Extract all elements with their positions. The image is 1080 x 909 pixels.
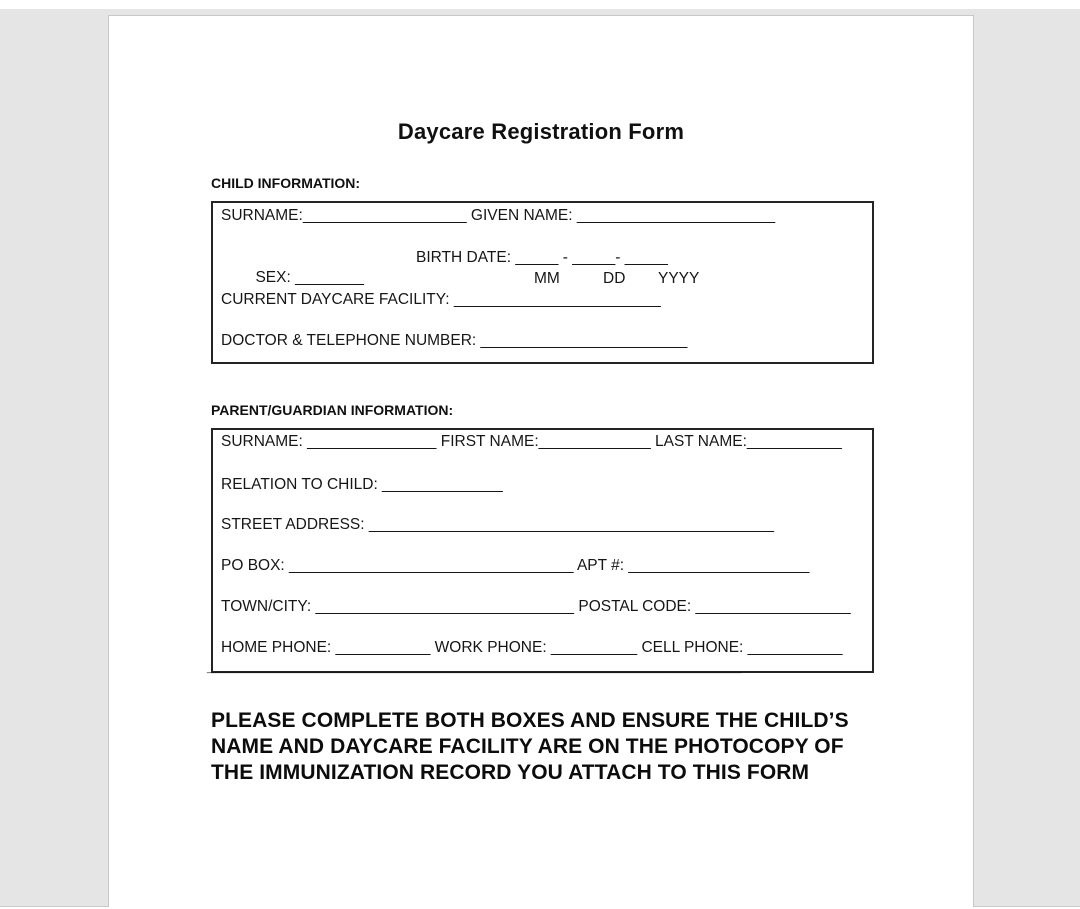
notice-line-1: PLEASE COMPLETE BOTH BOXES AND ENSURE THE CHILD’S (211, 709, 849, 732)
parent-info-box (207, 428, 874, 675)
field-phones: HOME PHONE: ___________ WORK PHONE: __________ CELL PHONE: ___________ (221, 639, 843, 656)
field-doctor-telephone: DOCTOR & TELEPHONE NUMBER: ________________________ (221, 332, 688, 349)
field-parent-name: SURNAME: _______________ FIRST NAME:_____________ LAST NAME:___________ (221, 433, 842, 450)
field-child-surname-given-name: SURNAME:___________________ GIVEN NAME: _______________________ (221, 207, 776, 224)
child-info-box (211, 201, 874, 364)
child-section-heading: CHILD INFORMATION: (211, 175, 361, 191)
label-mm: MM (534, 270, 560, 287)
completion-notice (211, 708, 911, 786)
field-sex: SEX: ________ (255, 269, 365, 286)
field-birth-date: BIRTH DATE: _____ - _____- _____ (416, 249, 668, 266)
parent-section-heading: PARENT/GUARDIAN INFORMATION: (211, 402, 454, 418)
field-pobox-apt: PO BOX: _________________________________ APT #: _____________________ (221, 557, 810, 574)
label-dd: DD (603, 270, 626, 287)
form-title: Daycare Registration Form (397, 119, 685, 144)
document-page (108, 15, 974, 907)
label-yyyy: YYYY (658, 270, 700, 287)
continuation-blank-line: ______________________________________________________________ (207, 658, 742, 675)
field-street-address: STREET ADDRESS: _______________________________________________ (221, 516, 775, 533)
row-date-format-hint (221, 269, 868, 369)
notice-line-2: NAME AND DAYCARE FACILITY ARE ON THE PHOTOCOPY OF (211, 735, 844, 758)
field-current-daycare-facility: CURRENT DAYCARE FACILITY: ________________________ (221, 291, 661, 308)
field-relation-to-child: RELATION TO CHILD: ______________ (221, 476, 503, 493)
notice-line-3: THE IMMUNIZATION RECORD YOU ATTACH TO THIS FORM (211, 761, 810, 784)
field-town-postal: TOWN/CITY: ______________________________ POSTAL CODE: __________________ (221, 598, 851, 615)
